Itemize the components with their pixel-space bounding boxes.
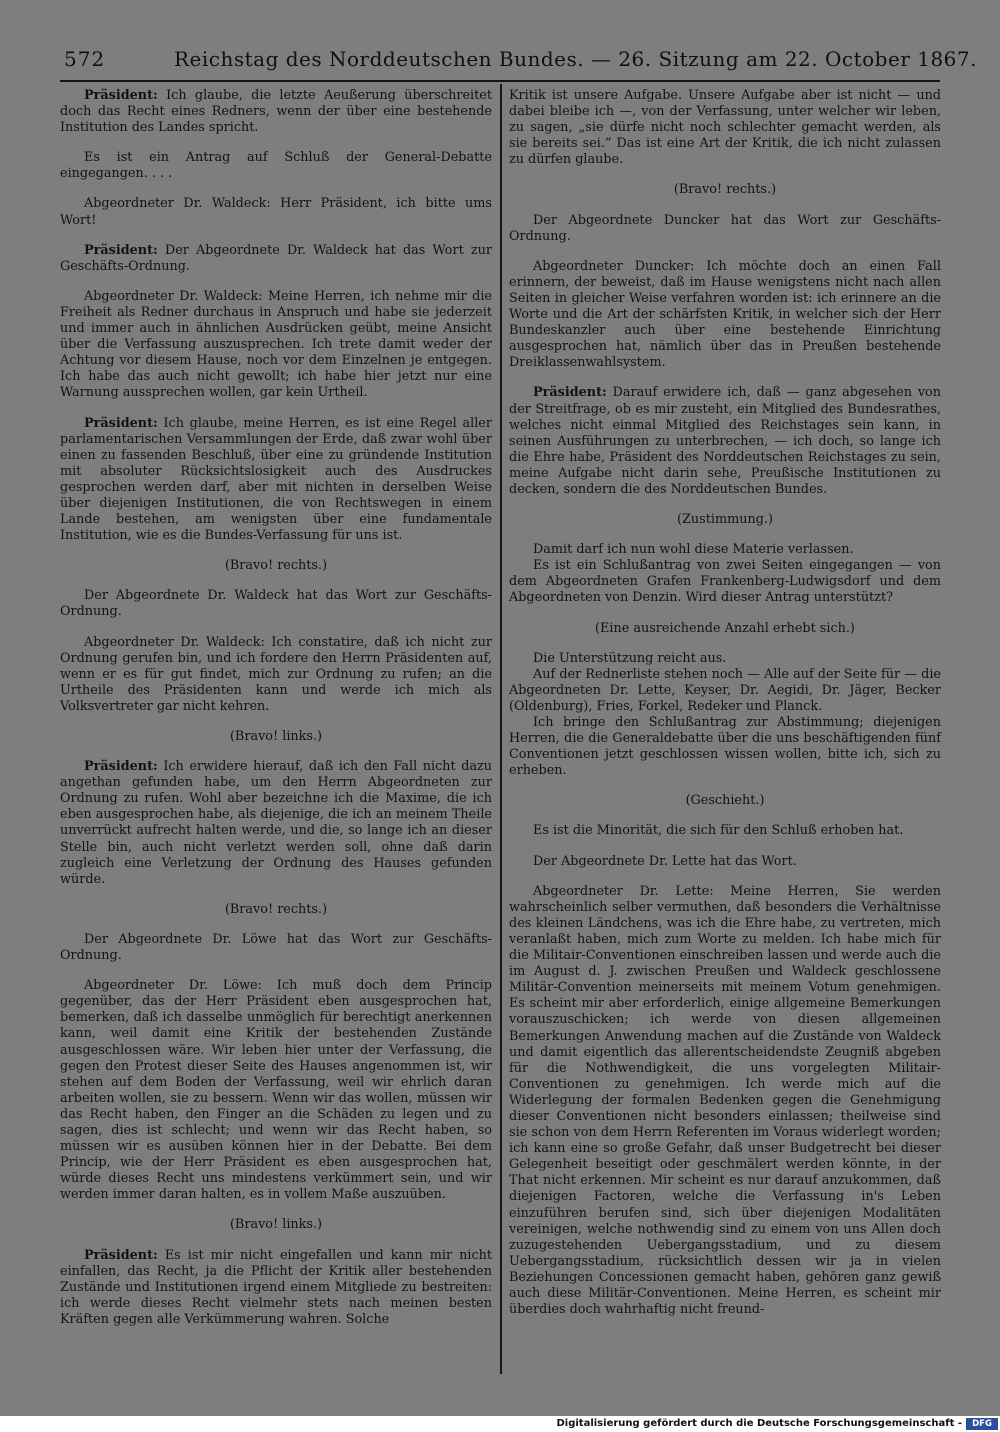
footer xyxy=(0,1416,1000,1432)
dfg-logo: DFG xyxy=(966,1418,998,1430)
reaction-text: (Bravo! rechts.) xyxy=(224,901,328,917)
speaker-label: Präsident: xyxy=(84,88,158,103)
reaction-text: (Bravo! rechts.) xyxy=(224,558,328,574)
paragraph xyxy=(509,651,941,667)
paragraph-text: Der Abgeordnete Dr. Waldeck hat das Wort zur Geschäfts-Ordnung. xyxy=(60,588,492,620)
paragraph-text: Abgeordneter Duncker: Ich möchte doch an einen Fall erinnern, der beweist, daß im Hause wenigstens nicht nach allen Seiten in gleicher Weise verfahren worden ist: ich erinnere an die Worte und die Art der schärfsten Kritik, in welcher sich der Herr Bundeskanzler auch über eine bestehende Einrichtung ausgesprochen hat, nämlich über das in Preußen bestehende Dreiklassenwahlsystem. xyxy=(509,258,941,371)
reaction-text: (Eine ausreichende Anzahl erhebt sich.) xyxy=(595,620,855,636)
speaker-label: Präsident: xyxy=(84,759,158,775)
paragraph xyxy=(60,588,492,620)
reaction-note xyxy=(60,729,492,745)
paragraph xyxy=(509,558,941,606)
paragraph xyxy=(509,854,941,870)
paragraph-text: Der Abgeordnete Dr. Lette hat das Wort. xyxy=(533,853,797,869)
reaction-note xyxy=(60,902,492,918)
running-title: Reichstag des Norddeutschen Bundes. — 26. Sitzung am 22. October 1867. xyxy=(174,47,977,71)
paragraph xyxy=(60,196,492,228)
right-column xyxy=(509,88,941,1332)
paragraph-text: Die Unterstützung reicht aus. xyxy=(533,650,727,666)
paragraph-text: Ich glaube, die letzte Aeußerung überschreitet doch das Recht eines Redners, wenn der über eine bestehende Institution des Landes spricht. xyxy=(60,88,492,136)
speaker-paragraph xyxy=(60,243,492,275)
reaction-note xyxy=(509,512,941,528)
page-number: 572 xyxy=(64,47,106,71)
paragraph-text: Der Abgeordnete Duncker hat das Wort zur Geschäfts-Ordnung. xyxy=(509,212,941,244)
paragraph xyxy=(509,542,941,558)
reaction-text: (Zustimmung.) xyxy=(677,512,773,528)
reaction-note xyxy=(509,182,941,198)
paragraph-text: Der Abgeordnete Dr. Waldeck hat das Wort zur Geschäfts-Ordnung. xyxy=(60,242,492,274)
paragraph xyxy=(509,667,941,715)
header-rule xyxy=(60,80,940,82)
speaker-paragraph xyxy=(509,385,941,498)
column-divider xyxy=(500,84,502,1374)
speaker-label: Präsident: xyxy=(84,242,158,258)
paragraph-text: Abgeordneter Dr. Waldeck: Meine Herren, ich nehme mir die Freiheit als Redner durchaus in Anspruch und habe sie jederzeit und immer auch in ähnlichen Ausdrücken geübt, meine Ansicht über die Verfassung auszusprechen. Ich trete damit weder der Achtung vor diesem Hause, noch vor dem Einzelnen je entgegen. Ich habe das auch nicht gewollt; ich habe hier jetzt nur eine Warnung aussprechen wollen, gar kein Urtheil. xyxy=(60,288,492,401)
paragraph xyxy=(509,715,941,779)
paragraph-text: Abgeordneter Dr. Lette: Meine Herren, Sie werden wahrscheinlich selber vermuthen, daß besonders die Verhältnisse des kleinen Ländchens, was ich die Ehre habe, zu vertreten, mich veranlaßt haben, mich zum Worte zu melden. Ich habe mich für die Militair-Conventionen einschreiben lassen und werde auch die im August d. J. zwischen Preußen und Waldeck geschlossene Militär-Convention meinerseits mit meinem Votum genehmigen. Es scheint mir aber erforderlich, einige allgemeine Bemerkungen vorauszuschicken; ich werde von diesen allgemeinen Bemerkungen Anwendung machen auf die Zustände von Waldeck und damit eigentlich das allerentscheidendste Zeugniß abgeben für die Nothwendigkeit, die uns vorgelegten Militair-Conventionen zu genehmigen. Ich werde mich auf die Widerlegung der formalen Bedenken gegen die Genehmigung dieser Conventionen nicht besonders einlassen; theilweise sind sie schon von dem Herrn Referenten im Voraus widerlegt worden; ich kann eine so große Gefahr, daß unser Budgetrecht bei dieser Gelegenheit beseitigt oder geschmälert werden könnte, in der That nicht erkennen. Mir scheint es nur darauf anzukommen, daß diejenigen Factoren, welche die Verfassung in's Leben einzuführen berufen sind, sich über diejenigen Modalitäten vereinigen, welche nothwendig sind zu einem von uns Allen doch zuzugestehenden Uebergangsstadium, und zu diesem Uebergangsstadium, rücksichtlich dessen wir ja in vielen Beziehungen Concessionen gemacht haben, gehören ganz gewiß auch diese Militär-Conventionen. Meine Herren, es scheint mir überdies doch wahrhaftig nicht freund- xyxy=(509,883,941,1318)
paragraph xyxy=(60,978,492,1203)
paragraph xyxy=(509,88,941,168)
paragraph xyxy=(60,635,492,715)
reaction-note xyxy=(60,558,492,574)
paragraph-text: Darauf erwidere ich, daß — ganz abgesehen von der Streitfrage, ob es mir zusteht, ein Mitglied des Bundesrathes, welches nicht einmal Mitglied des Reichstages sein kann, in seinen Ausführungen zu unterbrechen, — ich doch, so lange ich die Ehre habe, Präsident des Norddeutschen Reichstages zu sein, meine Aufgabe nicht darin sehe, Preußische Institutionen zu decken, sondern die des Norddeutschen Bundes. xyxy=(509,385,941,497)
speaker-paragraph xyxy=(60,1248,492,1328)
paragraph xyxy=(60,150,492,182)
left-column xyxy=(60,88,492,1342)
paragraph-text: Es ist die Minorität, die sich für den Schluß erhoben hat. xyxy=(533,823,904,839)
paragraph xyxy=(509,884,941,1319)
paragraph-text: Es ist ein Antrag auf Schluß der General-Debatte eingegangen. . . . xyxy=(60,150,492,182)
paragraph xyxy=(509,823,941,839)
paragraph-text: Ich bringe den Schlußantrag zur Abstimmung; diejenigen Herren, die die Generaldebatte über die uns beschäftigenden fünf Conventionen jetzt geschlossen wissen wollen, bitte ich, sich zu erheben. xyxy=(509,715,941,779)
paragraph xyxy=(60,932,492,964)
paragraph xyxy=(509,259,941,372)
speaker-label: Präsident: xyxy=(533,385,607,401)
paragraph-text: Ich erwidere hierauf, daß ich den Fall nicht dazu angethan gefunden habe, um den Herrn Abgeordneten zur Ordnung zu rufen. Wohl aber bezeichne ich die Maxime, die ich eben ausgesprochen habe, als diejenige, die ich an meinem Theile unverrückt aufrecht halten werde, und die, so lange ich an dieser Stelle bin, auch nicht verletzt werden soll, ohne daß darin zugleich eine Verletzung der Ordnung des Hauses gefunden würde. xyxy=(60,759,492,887)
paragraph-text: Damit darf ich nun wohl diese Materie verlassen. xyxy=(533,542,854,558)
paragraph-text: Abgeordneter Dr. Löwe: Ich muß doch dem Princip gegenüber, das der Herr Präsident eben ausgesprochen hat, bemerken, daß ich dasselbe unmöglich für berechtigt anerkennen kann, weil damit eine Kritik der bestehenden Zustände ausgeschlossen wäre. Wir leben hier unter der Verfassung, die gegen den Protest dieser Seite des Hauses angenommen ist, wir stehen auf dem Boden der Verfassung, weil wir ehrlich daran arbeiten wollen, sie zu bessern. Wenn wir das wollen, müssen wir das Recht haben, den Finger an die Schäden zu legen und zu sagen, dies ist schlecht; und wenn wir das Recht haben, so müssen wir es ausüben können hier in der Debatte. Bei dem Princip, wie der Herr Präsident es eben ausgesprochen hat, würde dieses Recht uns mindestens verkümmert sein, und wir werden immer daran halten, es in vollem Maße auszuüben. xyxy=(60,978,492,1203)
paragraph-text: Kritik ist unsere Aufgabe. Unsere Aufgabe aber ist nicht — und dabei bleibe ich —, von der Verfassung, unter welcher wir leben, zu sagen, „sie dürfe nicht noch schlechter gemacht werden, als sie bereits sei.“ Das ist eine Art der Kritik, die ich nicht zulassen zu dürfen glaube. xyxy=(509,88,941,168)
reaction-note xyxy=(60,1217,492,1233)
paragraph-text: Auf der Rednerliste stehen noch — Alle auf der Seite für — die Abgeordneten Dr. Lette, Keyser, Dr. Aegidi, Dr. Jäger, Becker (Oldenburg), Fries, Forkel, Redeker und Planck. xyxy=(509,666,941,714)
speaker-paragraph xyxy=(60,88,492,136)
speaker-label: Präsident: xyxy=(84,1247,158,1263)
reaction-text: (Bravo! links.) xyxy=(229,1217,323,1233)
reaction-note xyxy=(509,793,941,809)
speaker-label: Präsident: xyxy=(84,415,158,431)
paragraph-text: Ich glaube, meine Herren, es ist eine Regel aller parlamentarischen Versammlungen der Erde, daß zwar wohl über einen zu fassenden Beschluß, über eine zu gründende Institution mit absoluter Rücksichtslosigkeit auch des Ausdruckes gesprochen werden darf, aber mit nichten in derselben Weise über diejenigen Institutionen, die von Rechtswegen in einem Lande bestehen, am wenigsten über eine fundamentale Institution, wie es die Bundes-Verfassung für uns ist. xyxy=(60,415,492,544)
reaction-text: (Geschieht.) xyxy=(685,793,765,809)
paragraph-text: Abgeordneter Dr. Waldeck: Ich constatire, daß ich nicht zur Ordnung gerufen bin, und ich fordere den Herrn Präsidenten auf, wenn er es für gut findet, mich zur Ordnung zu rufen; an die Urtheile des Präsidenten kann und werde ich mich als Volksvertreter gar nicht kehren. xyxy=(60,634,492,714)
footer-credit: Digitalisierung gefördert durch die Deutsche Forschungsgemeinschaft - xyxy=(556,1418,962,1429)
reaction-text: (Bravo! links.) xyxy=(229,729,323,744)
paragraph xyxy=(60,289,492,402)
reaction-note xyxy=(509,621,941,637)
paragraph-text: Abgeordneter Dr. Waldeck: Herr Präsident, ich bitte ums Wort! xyxy=(60,196,492,228)
paragraph-text: Es ist ein Schlußantrag von zwei Seiten eingegangen — von dem Abgeordneten Grafen Frankenberg-Ludwigsdorf und dem Abgeordneten von Denzin. Wird dieser Antrag unterstützt? xyxy=(509,558,941,606)
speaker-paragraph xyxy=(60,416,492,545)
paragraph-text: Der Abgeordnete Dr. Löwe hat das Wort zur Geschäfts-Ordnung. xyxy=(60,931,492,964)
page-header xyxy=(60,47,977,77)
speaker-paragraph xyxy=(60,759,492,888)
reaction-text: (Bravo! rechts.) xyxy=(673,182,777,198)
paragraph-text: Es ist mir nicht eingefallen und kann mir nicht einfallen, das Recht, ja die Pflicht der Kritik aller bestehenden Zustände und Institutionen irgend einem Mitgliede zu bestreiten: ich werde dieses Recht vielmehr stets nach meinen besten Kräften gegen alle Verkümmerung wahren. Solche xyxy=(60,1247,492,1327)
paragraph xyxy=(509,213,941,245)
